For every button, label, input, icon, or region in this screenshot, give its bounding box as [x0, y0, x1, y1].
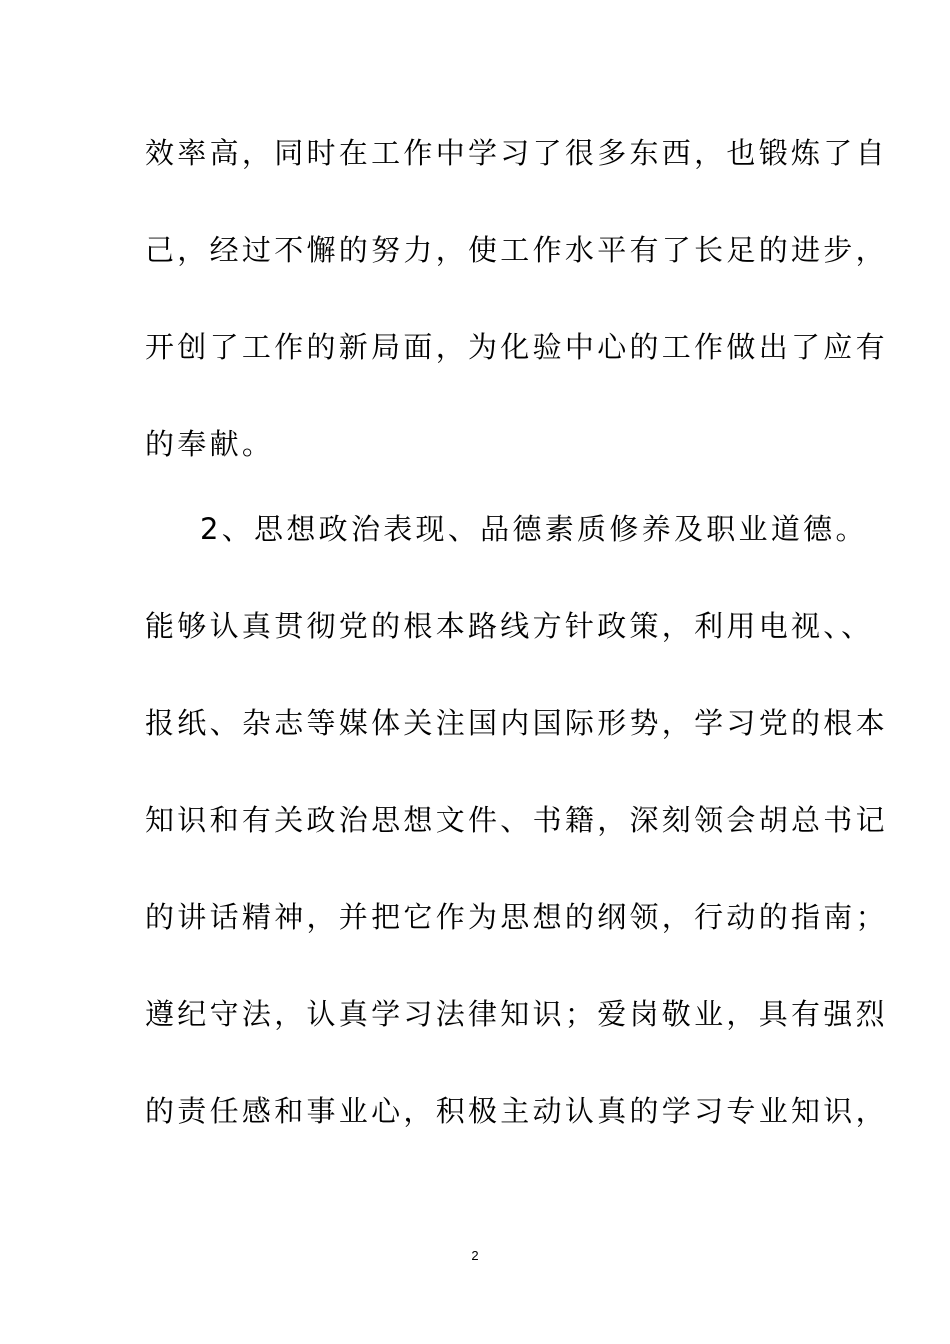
body-text-line: 知识和有关政治思想文件、书籍，深刻领会胡总书记	[145, 803, 888, 837]
section-heading: 2、思想政治表现、品德素质修养及职业道德。	[200, 512, 868, 546]
body-text-line: 效率高，同时在工作中学习了很多东西，也锻炼了自	[145, 136, 888, 170]
body-text-line: 遵纪守法，认真学习法律知识；爱岗敬业，具有强烈	[145, 997, 888, 1031]
page-number: 2	[471, 1248, 479, 1263]
body-text-line: 能够认真贯彻党的根本路线方针政策，利用电视、、	[145, 609, 874, 643]
body-text-line: 开创了工作的新局面，为化验中心的工作做出了应有	[145, 330, 888, 364]
body-text-line: 己，经过不懈的努力，使工作水平有了长足的进步，	[145, 233, 888, 267]
body-text-line: 报纸、杂志等媒体关注国内国际形势，学习党的根本	[145, 706, 888, 740]
body-text-line: 的责任感和事业心，积极主动认真的学习专业知识，	[145, 1094, 888, 1128]
body-text-line: 的奉献。	[145, 427, 275, 461]
body-text-line: 的讲话精神，并把它作为思想的纲领，行动的指南；	[145, 900, 888, 934]
